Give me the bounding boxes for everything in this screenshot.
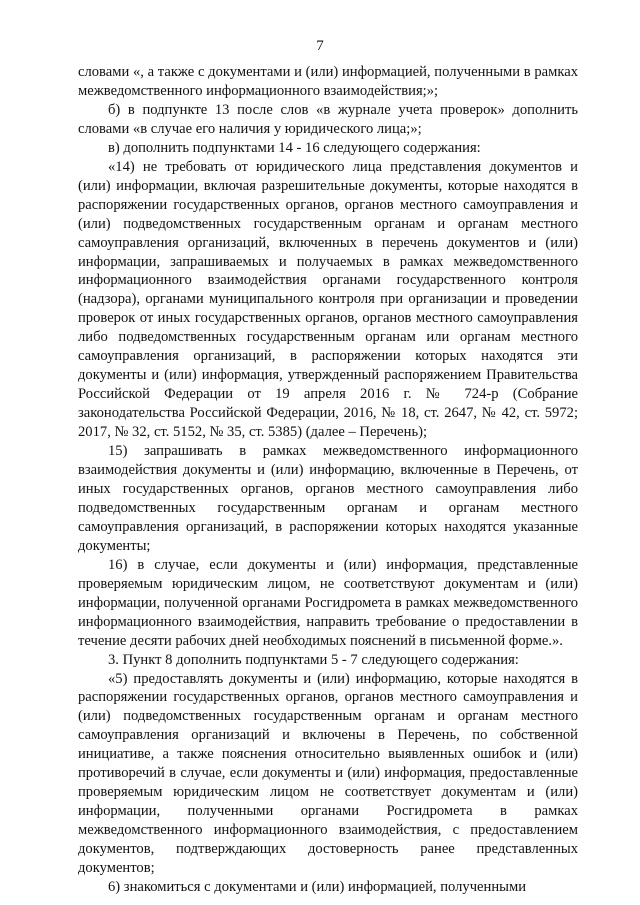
page-number: 7 [316, 38, 324, 54]
paragraph: 16) в случае, если документы и (или) информация, представленные проверяемым юридическим лицом, не соответствуют документам и (или) информации, полученной органами Росгидромета в рамках межведомственного информационного взаимодействия, направить требование о предоставлении в течение десяти рабочих дней необходимых пояснений в письменной форме.». [78, 556, 578, 649]
document-body [78, 63, 578, 897]
paragraph: 3. Пункт 8 дополнить подпунктами 5 - 7 следующего содержания: [108, 651, 519, 668]
paragraph: словами «, а также с документами и (или) информацией, полученными в рамках межведомственного информационного взаимодействия;»; [78, 64, 578, 99]
paragraph: в) дополнить подпунктами 14 - 16 следующего содержания: [108, 139, 481, 156]
paragraph: «14) не требовать от юридического лица представления документов и (или) информации, включая разрешительные документы, которые находятся в распоряжении государственных органов, органов местного самоуправления и (или) подведомственных государственным органам и органам местного самоуправления организаций, включенных в перечень документов и (или) информации, запрашиваемых и получаемых в рамках межведомственного информационного взаимодействия органами государственного контроля (надзора), органами муниципального контроля при организации и проведении проверок от иных государственных органов, органов местного самоуправления либо подведомственных государственным органам или органам местного самоуправления организаций, в распоряжении которых находятся эти документы и (или) информация, утвержденный распоряжением Правительства Российской Федерации от 19 апреля 2016 г. № 724-р (Собрание законодательства Российской Федерации, 2016, № 18, ст. 2647, № 42, ст. 5972; 2017, № 32, ст. 5152, № 35, ст. 5385) (далее – Перечень); [78, 158, 578, 441]
paragraph: 15) запрашивать в рамках межведомственного информационного взаимодействия документы и (или) информацию, включенные в Перечень, от иных государственных органов, органов местного самоуправления либо подведомственных государственным органам и органам местного самоуправления организаций, в распоряжении которых находятся указанные документы; [78, 443, 578, 554]
paragraph: «5) предоставлять документы и (или) информацию, которые находятся в распоряжении государственных органов, органов местного самоуправления и (или) подведомственных государственным органам и органам местного самоуправления организаций и включены в Перечень, по собственной инициативе, а также пояснения относительно выявленных ошибок и (или) противоречий в случае, если документы и (или) информация, предоставленные проверяемым юридическим лицом не соответствует документам и (или) информации, полученными органами Росгидромета в рамках межведомственного информационного взаимодействия, с предоставлением документов, подтверждающих достоверность ранее представленных документов; [78, 670, 578, 877]
paragraph: 6) знакомиться с документами и (или) информацией, полученными [108, 878, 527, 895]
paragraph: б) в подпункте 13 после слов «в журнале учета проверок» дополнить словами «в случае его наличия у юридического лица;»; [78, 101, 578, 137]
